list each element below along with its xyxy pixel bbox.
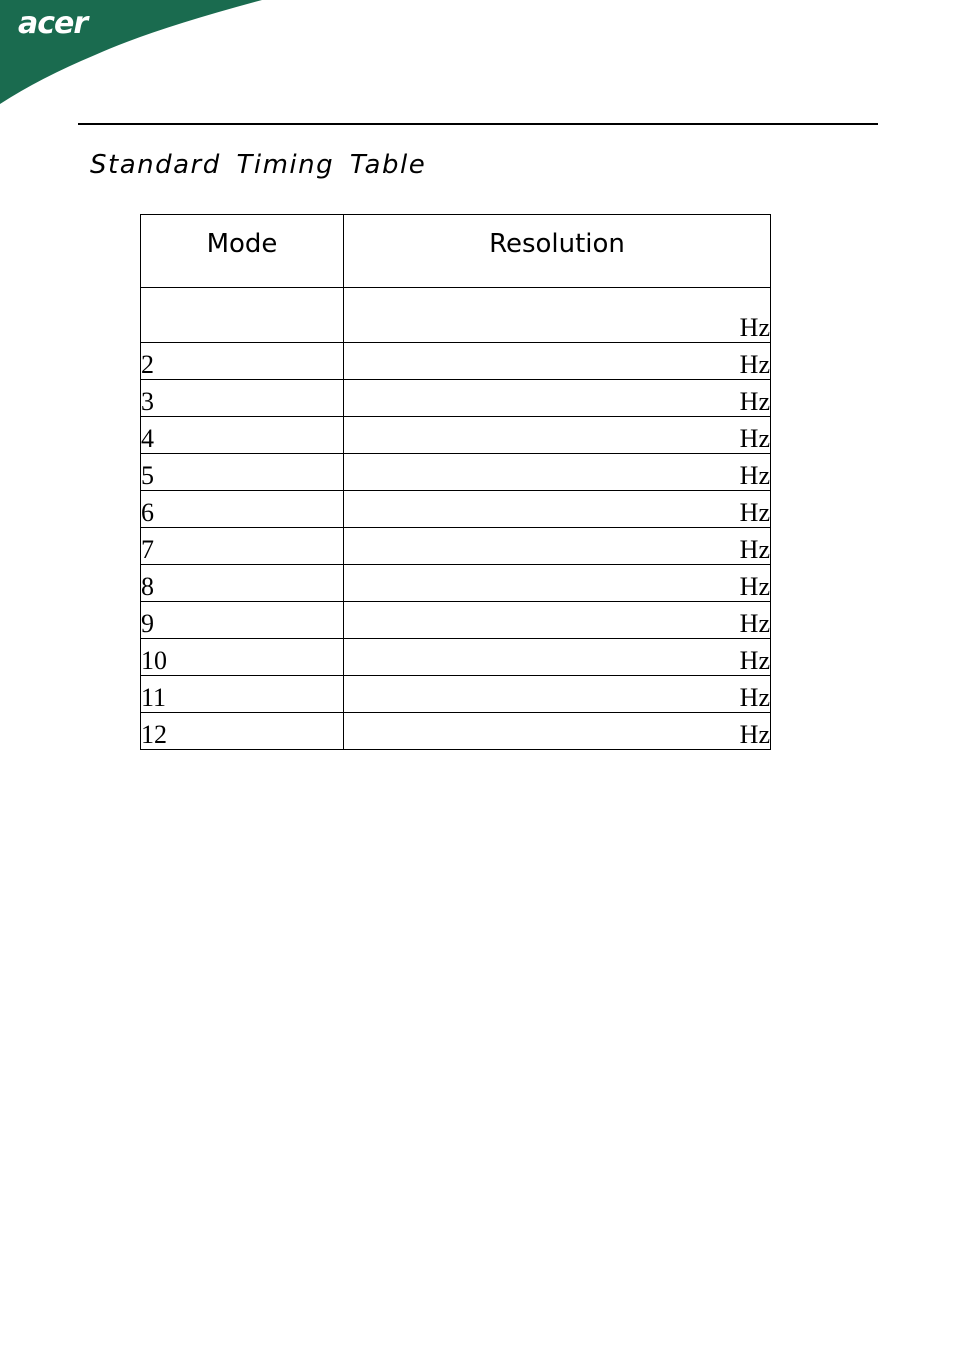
- mode-cell: 5: [141, 454, 344, 491]
- column-header-resolution: Resolution: [344, 215, 771, 288]
- resolution-cell: Hz: [344, 491, 771, 528]
- resolution-cell: Hz: [344, 676, 771, 713]
- mode-cell: 7: [141, 528, 344, 565]
- mode-cell: 8: [141, 565, 344, 602]
- table-row: [141, 491, 771, 528]
- mode-cell: 4: [141, 417, 344, 454]
- table-row: [141, 343, 771, 380]
- mode-cell: 12: [141, 713, 344, 750]
- resolution-cell: Hz: [344, 380, 771, 417]
- page-title: Standard Timing Table: [90, 150, 427, 180]
- mode-cell: [141, 288, 344, 343]
- resolution-cell: Hz: [344, 565, 771, 602]
- brand-header-band: [0, 0, 270, 110]
- resolution-cell: Hz: [344, 454, 771, 491]
- resolution-cell: Hz: [344, 288, 771, 343]
- mode-cell: 2: [141, 343, 344, 380]
- mode-cell: 3: [141, 380, 344, 417]
- table-row: [141, 417, 771, 454]
- table-header-row: [141, 215, 771, 288]
- table-row: [141, 676, 771, 713]
- table-row: [141, 602, 771, 639]
- table-row: [141, 288, 771, 343]
- table-row: [141, 380, 771, 417]
- mode-cell: 10: [141, 639, 344, 676]
- header-divider: [78, 123, 878, 125]
- resolution-cell: Hz: [344, 528, 771, 565]
- resolution-cell: Hz: [344, 343, 771, 380]
- mode-cell: 9: [141, 602, 344, 639]
- mode-cell: 11: [141, 676, 344, 713]
- resolution-cell: Hz: [344, 713, 771, 750]
- table-row: [141, 565, 771, 602]
- table-row: [141, 639, 771, 676]
- table-row: [141, 713, 771, 750]
- resolution-cell: Hz: [344, 602, 771, 639]
- table-row: [141, 528, 771, 565]
- resolution-cell: Hz: [344, 417, 771, 454]
- mode-cell: 6: [141, 491, 344, 528]
- acer-logo: acer: [18, 6, 88, 41]
- standard-timing-table: [140, 214, 771, 750]
- table-row: [141, 454, 771, 491]
- resolution-cell: Hz: [344, 639, 771, 676]
- column-header-mode: Mode: [141, 215, 344, 288]
